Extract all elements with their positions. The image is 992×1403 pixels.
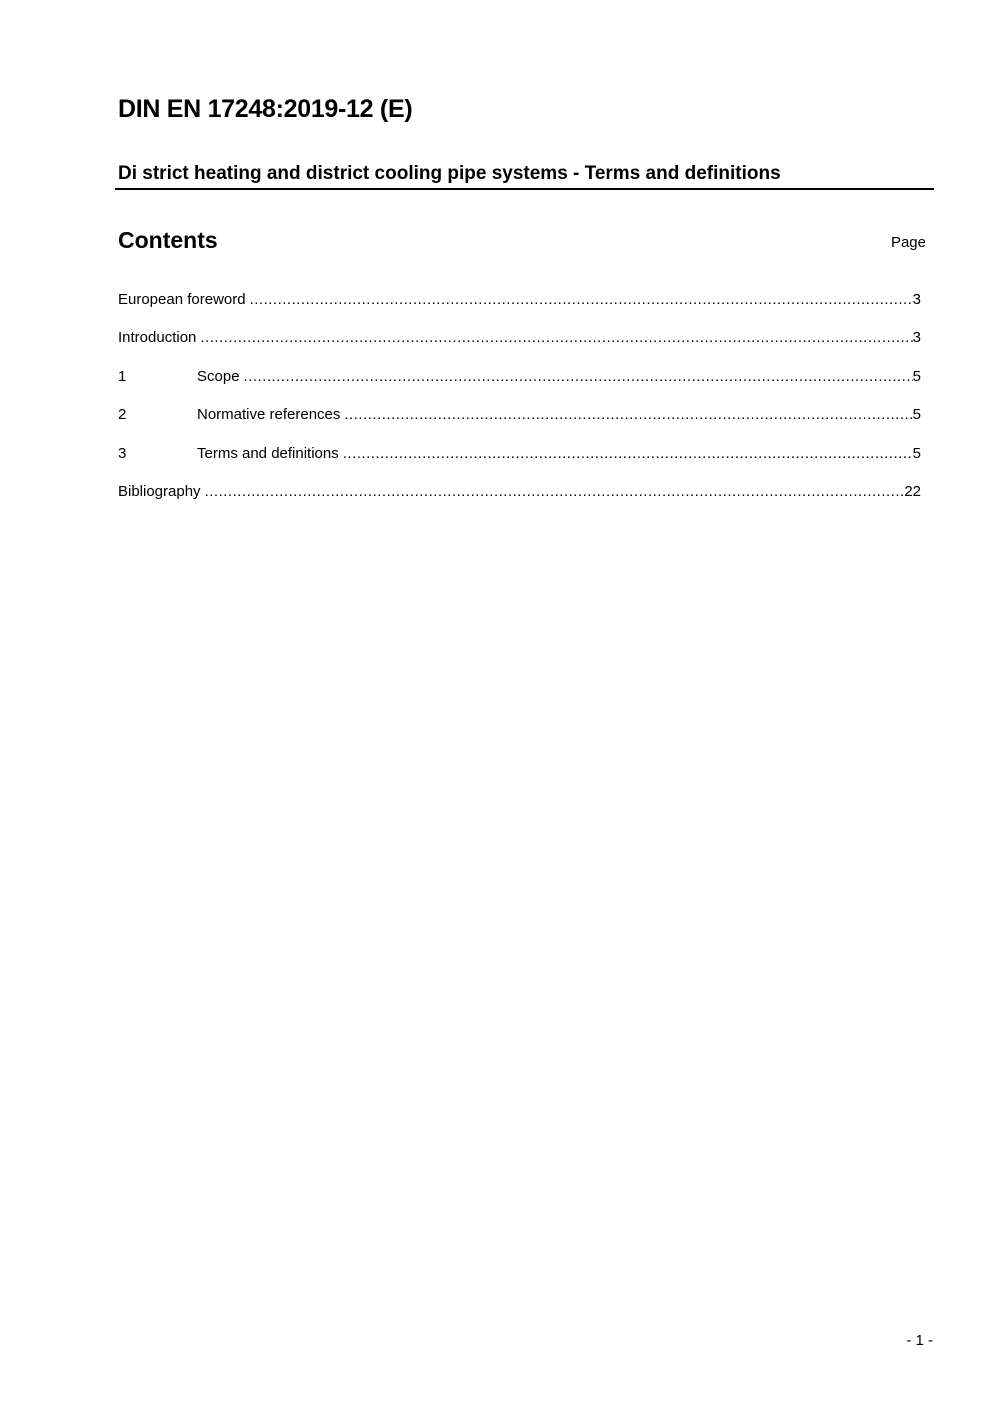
toc-entry-bibliography[interactable] <box>118 483 921 521</box>
toc-entry-introduction[interactable] <box>118 329 921 367</box>
document-subtitle: Di strict heating and district cooling pipe systems - Terms and definitions <box>118 163 781 184</box>
toc-entry-number: 2 <box>118 406 127 424</box>
toc-entry-page: 5 <box>912 444 921 462</box>
document-title: DIN EN 17248:2019-12 (E) <box>118 95 413 123</box>
toc-entry-page: 5 <box>912 406 921 424</box>
subtitle-rule <box>115 163 934 190</box>
toc-entry-page: 3 <box>912 329 921 347</box>
toc-entry-page: 3 <box>912 291 921 308</box>
toc-entry-title: Bibliography <box>118 482 201 500</box>
toc-entry-european-foreword[interactable] <box>118 291 921 329</box>
toc-entry-title: European foreword <box>118 291 246 308</box>
toc-dot-leader <box>205 483 905 500</box>
page-number: - 1 - <box>906 1332 933 1349</box>
toc-dot-leader <box>250 291 913 308</box>
toc-entry-scope[interactable] <box>118 368 921 406</box>
toc-dot-leader <box>200 329 912 346</box>
toc-entry-normative-references[interactable] <box>118 406 921 444</box>
toc-dot-leader <box>344 406 912 423</box>
contents-heading: Contents <box>118 227 218 253</box>
toc-entry-title: Introduction <box>118 329 197 347</box>
toc-dot-leader <box>244 368 913 385</box>
toc-entry-page: 22 <box>904 482 921 500</box>
table-of-contents <box>118 291 921 521</box>
toc-entry-number: 1 <box>118 367 127 385</box>
toc-entry-page: 5 <box>912 367 921 385</box>
toc-entry-title: Normative references <box>197 406 341 424</box>
toc-entry-number: 3 <box>118 444 127 462</box>
toc-entry-title: Terms and definitions <box>197 444 339 462</box>
page-column-label: Page <box>890 234 926 251</box>
toc-dot-leader <box>343 445 913 462</box>
toc-entry-terms-and-definitions[interactable] <box>118 445 921 483</box>
toc-entry-title: Scope <box>197 367 240 385</box>
